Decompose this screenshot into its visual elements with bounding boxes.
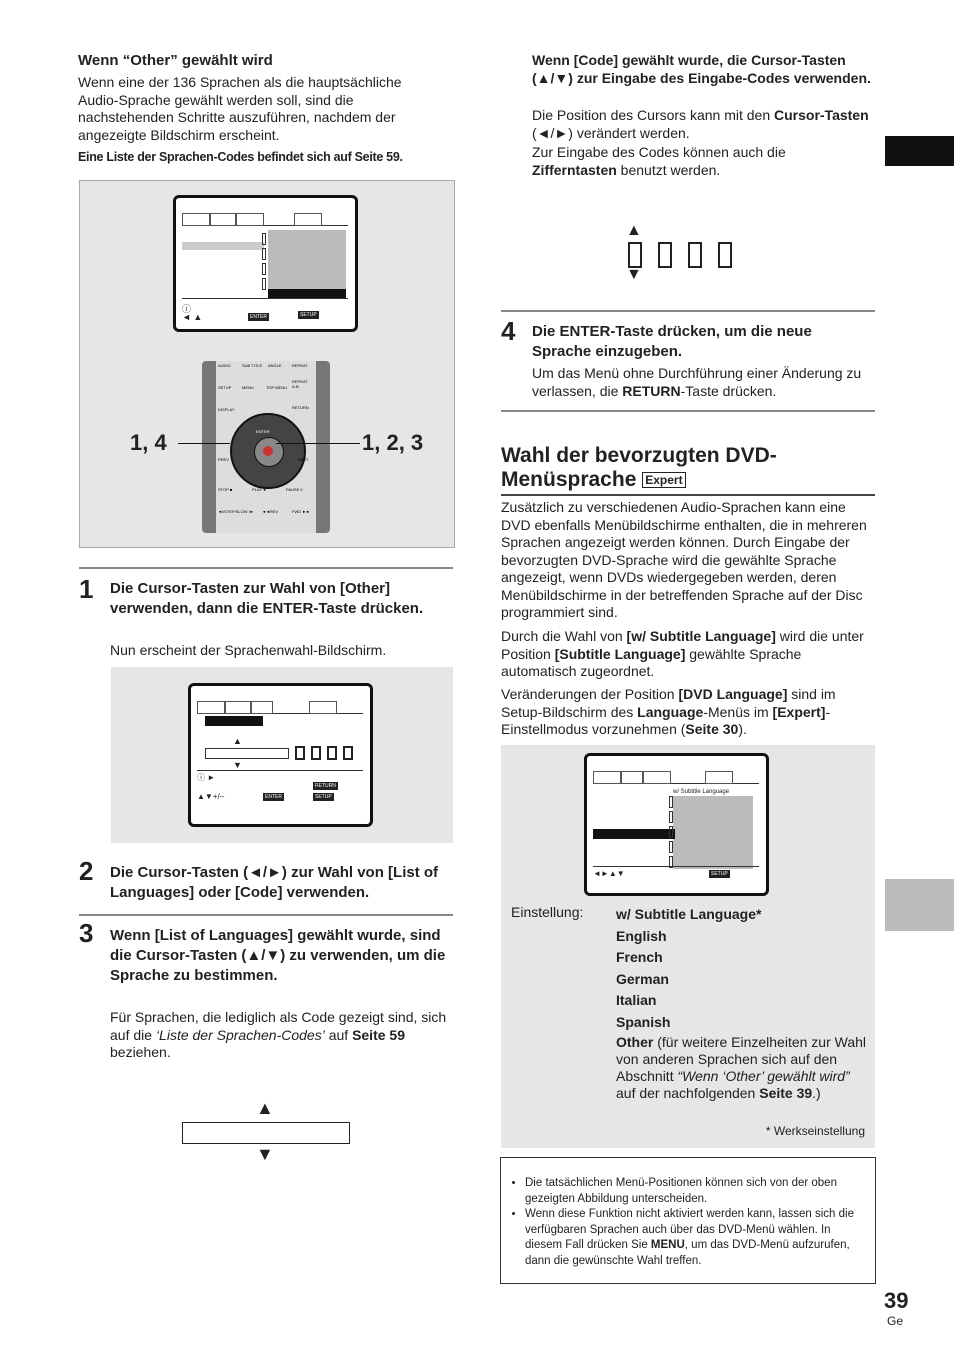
return-badge: RETURN [315,783,336,789]
remote-prev-button: PREV [218,457,229,462]
remote-repeat-ab-button: REPEAT A-B [292,379,308,389]
remote-setup-button: SETUP [218,385,232,390]
intro-paragraph: Wenn eine der 136 Sprachen als die hauptsächliche Audio-Sprache gewählt werden soll, sind die nachstehenden Schritte auszuführen, nachdem der angezeigte Bildschirm erscheint. [78,74,402,143]
code-entry-diagram [626,222,742,288]
up-arrow-icon: ▲ [256,1098,274,1118]
language-code: Ge [887,1314,904,1328]
step4-body: Um das Menü ohne Durchführung einer Änderung zu verlassen, die RETURN-Taste drücken. [532,365,862,399]
option-french: French [616,949,663,966]
remote-fwd-button: FWD ►► [292,509,311,514]
setup-badge: SETUP [300,312,317,318]
setting-label: Einstellung: [511,904,584,920]
remote-play-button: PLAY ► [252,487,267,492]
screen-option-panel [268,230,346,298]
remote-cursor-ring [230,413,306,489]
step3-number: 3 [79,918,94,948]
remote-pause-button: PAUSE II [286,487,303,492]
down-arrow-icon: ▼ [256,1144,274,1164]
remote-enter-label: ENTER [256,429,270,434]
subtitle-language-option: w/ Subtitle Language [673,789,730,795]
tv-screen-dvd-language [584,753,769,896]
chapter-tab-dark [885,136,954,166]
step3-title: Wenn [List of Languages] gewählt wurde, sind die Cursor-Tasten (▲/▼) zu verwenden, um die Sprache zu bestimmen. [110,927,446,984]
tv-screen-audio-menu [173,195,358,332]
remote-angle-button: ANGLE [268,363,282,368]
cursor-arrows-icon: ▲▼+/– [197,792,225,801]
callout-left-steps: 1, 4 [130,430,167,455]
note-item: • Die tatsächlichen Menü-Positionen können sich von der oben gezeigten Abbildung unterscheiden. [525,1176,863,1207]
dvd-language-paragraph: Veränderungen der Position [DVD Language] sind im Setup-Bildschirm des Language-Menüs im [Expert]-Einstellmodus vorzunehmen (Seite 30). [501,686,836,737]
info-icon: ⓘ [182,304,192,314]
language-code-note: Eine Liste der Sprachen-Codes befindet sich auf Seite 59. [78,150,403,164]
subtitle-language-paragraph: Durch die Wahl von [w/ Subtitle Language] wird die unter Position [Subtitle Language] gewählte Sprache automatisch zugeordnet. [501,628,864,679]
step1-title: Die Cursor-Tasten zur Wahl von [Other] verwenden, dann die ENTER-Taste drücken. [110,580,424,617]
step1-number: 1 [79,574,94,604]
option-subtitle-language: w/ Subtitle Language* [616,906,762,922]
option-english: English [616,927,667,944]
setup-badge: SETUP [315,794,332,800]
note-item: • Wenn diese Funktion nicht aktiviert werden kann, lassen sich die verfügbaren Sprachen auch über das DVD-Menü wählen. In diesem Fall drücken Sie MENU, um das DVD-Menü aufzurufen, dann die gewünschte Wahl treffen. [525,1207,863,1269]
tv-screen-language-select [188,683,373,827]
remote-stop-button: STOP ■ [218,487,233,492]
remote-next-button: NEXT [298,457,309,462]
down-arrow-icon: ▼ [233,760,242,770]
section-heading-other: Wenn “Other” gewählt wird [78,52,273,69]
remote-subtitle-button: SUB TITLE [242,363,263,368]
enter-badge: ENTER [265,794,282,800]
step2-title: Die Cursor-Tasten (◄/►) zur Wahl von [List of Languages] oder [Code] verwenden. [110,864,439,901]
setup-badge: SETUP [711,871,728,877]
step3-body: Für Sprachen, die lediglich als Code gezeigt sind, sich auf die ‘Liste der Sprachen-Codes’ auf Seite 59 beziehen. [110,1009,447,1060]
down-arrow-icon: ▼ [626,266,642,283]
factory-setting-note: * Werkseinstellung [765,1124,865,1138]
section-title: Wahl der bevorzugten DVD-Menüsprache Expert [501,444,777,491]
menu-language-paragraph: Zusätzlich zu verschiedenen Audio-Sprachen kann eine DVD ebenfalls Menübildschirme enthalten, die in mehreren Sprachen angezeigt werden können. Durch Eingabe der bevorzugten DVD-Sprache wird die gewählte Sprache angezeigt, wenn DVDs wiedergegeben werden, deren Menübildschirme in der betreffenden Sprache auf der Disc programmiert sind. [501,499,867,620]
page-number: 39 [884,1288,909,1313]
code-entry-heading: Wenn [Code] gewählt wurde, die Cursor-Tasten (▲/▼) zur Eingabe des Eingabe-Codes verwenden. [532,52,871,86]
remote-rev-button: ◄◄REV [262,509,279,514]
remote-audio-button: AUDIO [218,363,231,368]
chapter-tab-grey [885,879,954,931]
callout-right-line [276,443,360,444]
cursor-arrows-icon: ◄►▲▼ [593,869,625,878]
language-select-panel [111,667,453,843]
setting-options [616,904,761,1034]
screen-selected-row [593,829,675,839]
screen-highlight-row [182,242,264,250]
up-arrow-icon: ▲ [233,736,242,746]
step2-number: 2 [79,856,94,886]
notes-box [500,1157,876,1284]
option-german: German [616,970,669,987]
enter-badge: ENTER [250,314,267,320]
option-other: Other (für weitere Einzelheiten zur Wahl von anderen Sprachen sich auf den Abschnitt “Wenn ‘Other’ gewählt wird” auf der nachfolgenden Seite 39.) [616,1034,867,1101]
step4-title: Die ENTER-Taste drücken, um die neue Sprache einzugeben. [532,323,812,360]
option-italian: Italian [616,992,657,1009]
remote-menu-button: MENU [242,385,254,390]
list-of-languages-highlight [205,716,263,726]
screen-tab-row [182,213,348,226]
option-spanish: Spanish [616,1013,671,1030]
step1-subtext: Nun erscheint der Sprachenwahl-Bildschirm. [110,642,387,658]
remote-return-button: RETURN [292,405,309,410]
up-arrow-icon: ▲ [626,222,642,239]
remote-step-slow-button: ◄I/STEP/SLOW I► [218,509,254,514]
remote-topmenu-button: TOP MENU [266,385,287,390]
number-keys-text: Zur Eingabe des Codes können auch die Zifferntasten benutzt werden. [532,144,786,178]
language-list-field [205,748,289,759]
cursor-position-text: Die Position des Cursors kann mit den Cursor-Tasten (◄/►) verändert werden. [532,107,869,141]
language-list-field [182,1122,350,1144]
remote-illustration-panel [79,180,455,548]
cursor-arrows-icon: ◄ ▲ [182,312,203,322]
callout-left-line [178,443,230,444]
callout-right-steps: 1, 2, 3 [362,430,424,455]
settings-panel [501,745,875,1148]
remote-repeat-button: REPEAT [292,363,308,368]
info-icon: ⓘ ► [197,773,216,782]
step4-number: 4 [501,316,516,346]
remote-control [202,361,330,533]
screen-option-panel [673,796,753,869]
language-list-scroller [182,1098,350,1168]
remote-display-button: DISPLAY [218,407,235,412]
expert-badge: Expert [642,472,685,488]
code-entry-boxes [295,746,355,760]
